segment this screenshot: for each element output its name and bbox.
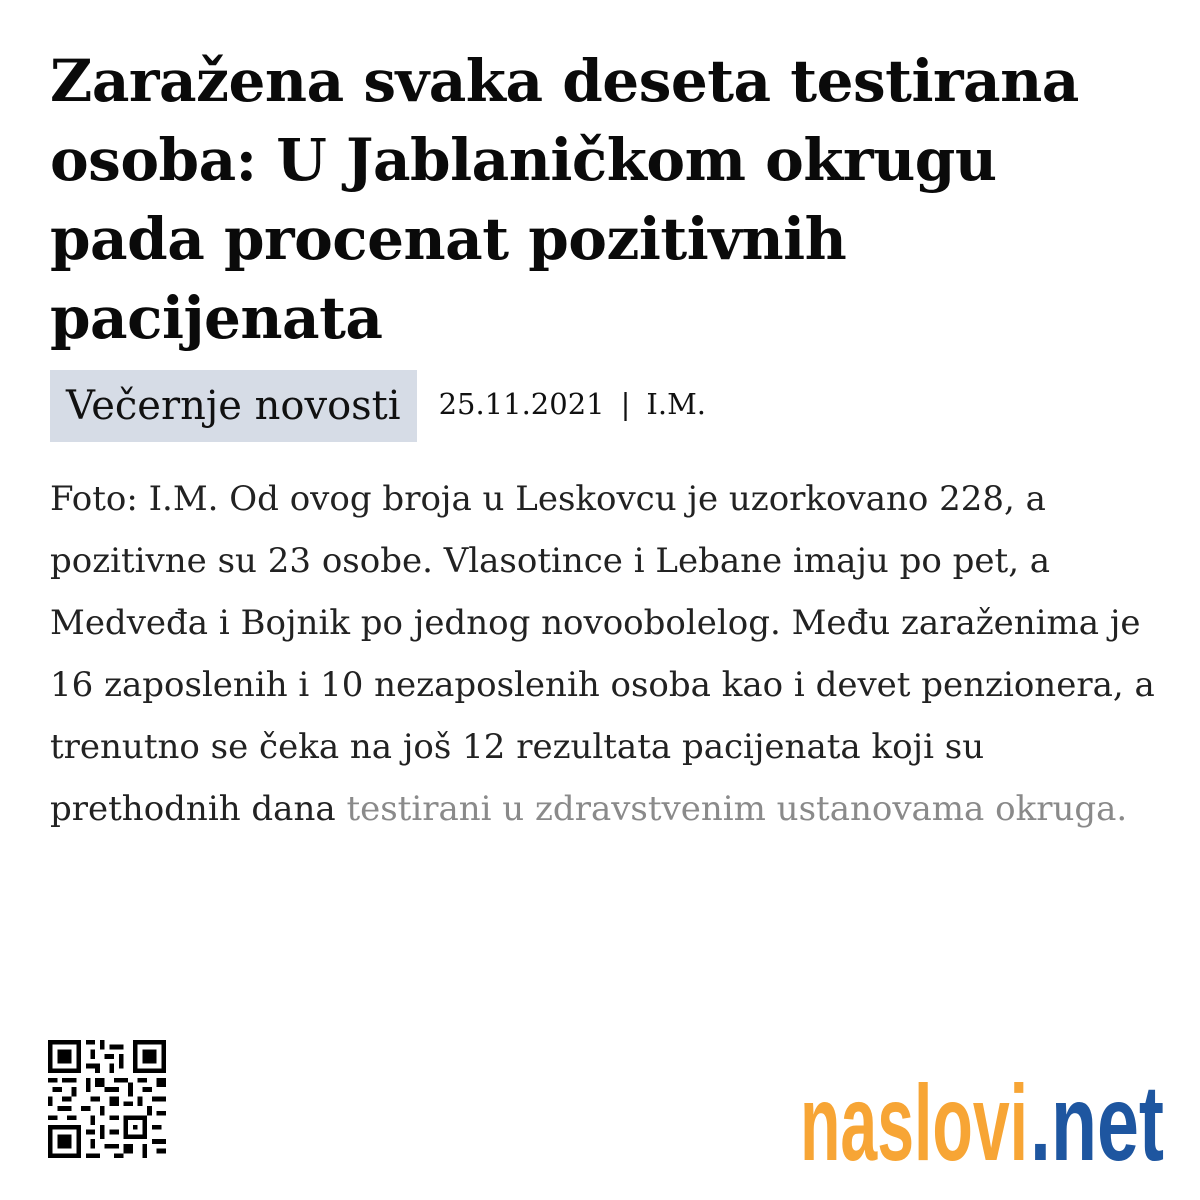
article-title: Zaražena svaka deseta testirana osoba: U Jablaničkom okrugu pada procenat pozitivnih pacijenata: [50, 47, 1079, 352]
article-text: Foto: I.M. Od ovog broja u Leskovcu je uzorkovano 228, a pozitivne su 23 osobe. Vlasotince i Lebane imaju po pet, a Medveđa i Bojnik po jednog novoobolelog. Među zaraženima je 16 zaposlenih i 10 nezaposlenih osoba kao i devet penzionera, a trenutno se čeka na još 12 rezultata pacijenata koji su prethodnih dana: [50, 479, 1155, 829]
author: I.M.: [646, 387, 706, 421]
logo-text-main: naslovi: [800, 1062, 1028, 1170]
meta-separator: |: [620, 387, 631, 421]
article-body: [50, 468, 1160, 840]
meta-info: [439, 368, 706, 440]
publish-date: 25.11.2021: [438, 387, 605, 421]
article-meta: [50, 370, 706, 442]
qr-code-icon: [48, 1037, 166, 1161]
source-badge[interactable]: Večernje novosti: [50, 370, 417, 442]
article-text-faded: testirani u zdravstvenim ustanovama okruga.: [346, 789, 1128, 829]
site-logo[interactable]: [800, 1060, 1166, 1170]
logo-text-suffix: .net: [1030, 1062, 1164, 1170]
